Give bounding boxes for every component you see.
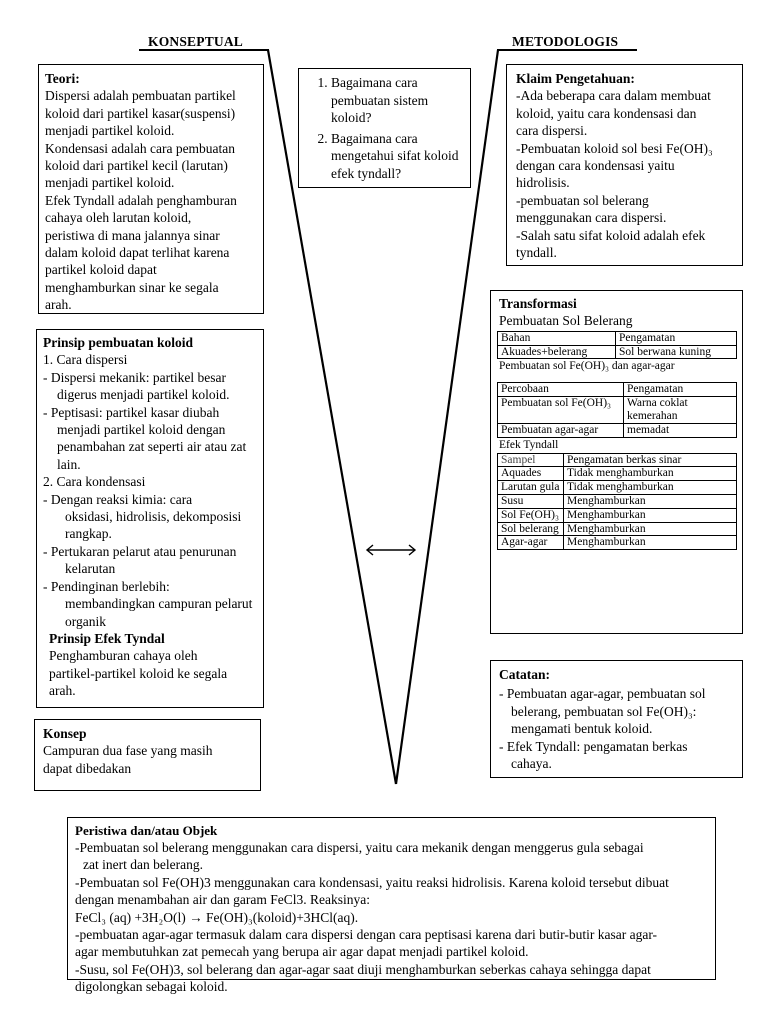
prinsip-title: Prinsip pembuatan koloid <box>43 335 194 350</box>
peristiwa-title: Peristiwa dan/atau Objek <box>75 823 218 838</box>
prinsip-line: - Pendinginan berlebih: <box>43 578 170 594</box>
tyndall-line: Penghamburan cahaya oleh <box>49 648 198 664</box>
klaim-line: -Pembuatan koloid sol besi Fe(OH)₃ <box>516 140 713 156</box>
teori-line: cahaya oleh larutan koloid, <box>45 210 192 226</box>
catatan-item-cont: belerang, pembuatan sol Fe(OH)₃: <box>511 703 697 719</box>
peristiwa-line: -Pembuatan sol belerang menggunakan cara dispersi, yaitu cara mekanik dengan menggerus gula sebagai <box>75 840 644 855</box>
konseptual-heading: KONSEPTUAL <box>148 34 244 49</box>
table-cell: Menghamburkan <box>564 522 737 536</box>
konsep-line: Campuran dua fase yang masih <box>43 743 213 759</box>
table-cell: Susu <box>498 494 564 508</box>
peristiwa-line: agar membutuhkan zat pemecah yang berupa air agar dapat menjadi partikel koloid. <box>75 944 529 960</box>
klaim-line: -pembuatan sol belerang <box>516 192 649 208</box>
table-cell: memadat <box>624 423 737 437</box>
prinsip-line: penambahan zat seperti air atau zat <box>57 439 247 455</box>
klaim-text <box>516 87 733 261</box>
table-row <box>498 522 737 536</box>
table-header-cell: Sampel <box>498 453 564 467</box>
prinsip-line: organik <box>65 613 106 629</box>
klaim-line: cara dispersi. <box>516 123 588 139</box>
teori-line: dalam koloid dapat terlihat karena <box>45 245 230 261</box>
table-row <box>498 397 737 424</box>
peristiwa-line: -Susu, sol Fe(OH)3, sol belerang dan agar-agar saat diuji menghamburkan seberkas cahaya sehingga dapat <box>75 961 651 977</box>
table-cell: Sol belerang <box>498 522 564 536</box>
prinsip-tyndall-text <box>43 647 257 699</box>
table-cell: Larutan gula <box>498 481 564 495</box>
double-headed-arrow-icon <box>364 543 418 557</box>
table-row <box>498 481 737 495</box>
table-header-row <box>498 331 737 345</box>
teori-line: koloid dari partikel kasar(suspensi) <box>45 105 236 121</box>
klaim-title: Klaim Pengetahuan: <box>516 71 635 86</box>
teori-line: Dispersi adalah pembuatan partikel <box>45 88 236 104</box>
teori-line: koloid dari partikel kecil (larutan) <box>45 158 228 174</box>
table-row <box>498 508 737 522</box>
prinsip-line: rangkap. <box>65 526 112 542</box>
fe-agar-caption: Pembuatan sol Fe(OH)₃ dan agar-agar <box>499 360 675 373</box>
teori-line: arah. <box>45 297 72 313</box>
metodologis-underline <box>497 49 637 51</box>
table-cell: Warna coklat kemerahan <box>624 397 737 424</box>
teori-text <box>45 87 257 313</box>
klaim-line: koloid, yaitu cara kondensasi dan <box>516 105 697 121</box>
peristiwa-text <box>75 839 708 996</box>
question-item: 2. Bagaimana cara mengetahui sifat koloid efek tyndall? <box>331 130 466 183</box>
table-cell: Menghamburkan <box>564 536 737 550</box>
sol-belerang-table <box>497 331 737 360</box>
prinsip-line: - Dengan reaksi kimia: cara <box>43 491 193 507</box>
teori-line: Efek Tyndall adalah penghamburan <box>45 192 237 208</box>
table-row <box>498 536 737 550</box>
table-header-cell: Percobaan <box>498 383 624 397</box>
prinsip-line: menjadi partikel koloid dengan <box>57 422 226 438</box>
efek-tyndall-table <box>497 453 737 551</box>
konsep-line: dapat dibedakan <box>43 760 132 776</box>
question-item: 1. Bagaimana cara pembuatan sistem koloid? <box>331 74 466 127</box>
klaim-line: dengan cara kondensasi yaitu <box>516 158 675 174</box>
prinsip-text <box>43 351 257 630</box>
metodologis-heading: METODOLOGIS <box>512 34 619 49</box>
catatan-text <box>499 685 734 772</box>
prinsip-line: 1. Cara dispersi <box>43 352 128 368</box>
efek-tyndall-caption: Efek Tyndall <box>499 438 559 451</box>
catatan-item: - Pembuatan agar-agar, pembuatan sol <box>499 686 706 702</box>
catatan-box <box>490 660 743 778</box>
prinsip-line: oksidasi, hidrolisis, dekomposisi <box>65 509 242 525</box>
klaim-line: hidrolisis. <box>516 175 570 191</box>
table-header-cell: Pengamatan berkas sinar <box>564 453 737 467</box>
questions-list <box>303 74 466 183</box>
teori-line: menjadi partikel koloid. <box>45 123 175 139</box>
table-cell: Akuades+belerang <box>498 345 616 359</box>
teori-line: Kondensasi adalah cara pembuatan <box>45 140 236 156</box>
prinsip-line: - Pertukaran pelarut atau penurunan <box>43 543 237 559</box>
catatan-item: - Efek Tyndall: pengamatan berkas <box>499 738 688 754</box>
prinsip-tyndall-title: Prinsip Efek Tyndal <box>49 630 165 646</box>
table-cell: Pembuatan agar-agar <box>498 423 624 437</box>
konsep-text <box>43 742 252 777</box>
table-cell: Menghamburkan <box>564 494 737 508</box>
peristiwa-line: digolongkan sebagai koloid. <box>75 979 228 995</box>
transformasi-subtitle: Pembuatan Sol Belerang <box>499 313 633 329</box>
questions-box <box>298 68 471 188</box>
prinsip-line: membandingkan campuran pelarut <box>65 596 253 612</box>
teori-line: menjadi partikel koloid. <box>45 175 175 191</box>
table-cell: Sol berwana kuning <box>616 345 737 359</box>
klaim-line: -Salah satu sifat koloid adalah efek <box>516 227 706 243</box>
prinsip-line: digerus menjadi partikel koloid. <box>57 387 230 403</box>
transformasi-title: Transformasi <box>499 296 577 311</box>
klaim-line: menggunakan cara dispersi. <box>516 210 667 226</box>
table-cell: Tidak menghamburkan <box>564 467 737 481</box>
table-cell: Menghamburkan <box>564 508 737 522</box>
catatan-item-cont: mengamati bentuk koloid. <box>511 721 653 737</box>
klaim-box <box>506 64 743 266</box>
table-cell: Aquades <box>498 467 564 481</box>
table-cell: Agar-agar <box>498 536 564 550</box>
tyndall-line: partikel-partikel koloid ke segala <box>49 665 228 681</box>
peristiwa-line: FeCl₃ (aq) +3H₂O(l) → Fe(OH)₃(koloid)+3HCl(aq). <box>75 909 359 925</box>
table-header-cell: Pengamatan <box>624 383 737 397</box>
konseptual-underline <box>139 49 269 51</box>
klaim-line: -Ada beberapa cara dalam membuat <box>516 88 711 104</box>
prinsip-line: 2. Cara kondensasi <box>43 474 146 490</box>
peristiwa-line: dengan menambahan air dan garam FeCl3. Reaksinya: <box>75 892 371 908</box>
prinsip-line: - Dispersi mekanik: partikel besar <box>43 369 226 385</box>
peristiwa-box <box>67 817 716 995</box>
peristiwa-line: -pembuatan agar-agar termasuk dalam cara dispersi dengan cara peptisasi karena dari butir-butir kasar agar- <box>75 927 658 943</box>
teori-line: partikel koloid dapat <box>45 262 157 278</box>
konsep-box <box>34 719 261 791</box>
teori-box <box>38 64 264 314</box>
table-header-cell: Pengamatan <box>616 331 737 345</box>
teori-title: Teori: <box>45 71 80 86</box>
prinsip-line: lain. <box>57 456 81 472</box>
table-row <box>498 467 737 481</box>
catatan-title: Catatan: <box>499 667 550 682</box>
table-cell: Tidak menghamburkan <box>564 481 737 495</box>
catatan-item-cont: cahaya. <box>511 756 552 772</box>
fe-agar-table <box>497 382 737 437</box>
table-cell: Sol Fe(OH)₃ <box>498 508 564 522</box>
prinsip-line: kelarutan <box>65 561 116 577</box>
table-row <box>498 345 737 359</box>
table-row <box>498 423 737 437</box>
table-header-row <box>498 383 737 397</box>
peristiwa-line: zat inert dan belerang. <box>83 857 203 873</box>
table-header-cell: Bahan <box>498 331 616 345</box>
klaim-line: tyndall. <box>516 245 557 261</box>
table-cell: Pembuatan sol Fe(OH)₃ <box>498 397 624 424</box>
teori-line: menghamburkan sinar ke segala <box>45 279 219 295</box>
table-header-row <box>498 453 737 467</box>
prinsip-box <box>36 329 264 708</box>
table-row <box>498 494 737 508</box>
peristiwa-line: -Pembuatan sol Fe(OH)3 menggunakan cara kondensasi, yaitu reaksi hidrolisis. Karena koloid tersebut dibuat <box>75 874 669 890</box>
transformasi-box <box>490 290 743 634</box>
prinsip-line: - Peptisasi: partikel kasar diubah <box>43 404 220 420</box>
tyndall-line: arah. <box>49 683 76 699</box>
teori-line: peristiwa di mana jalannya sinar <box>45 227 220 243</box>
konsep-title: Konsep <box>43 726 87 741</box>
